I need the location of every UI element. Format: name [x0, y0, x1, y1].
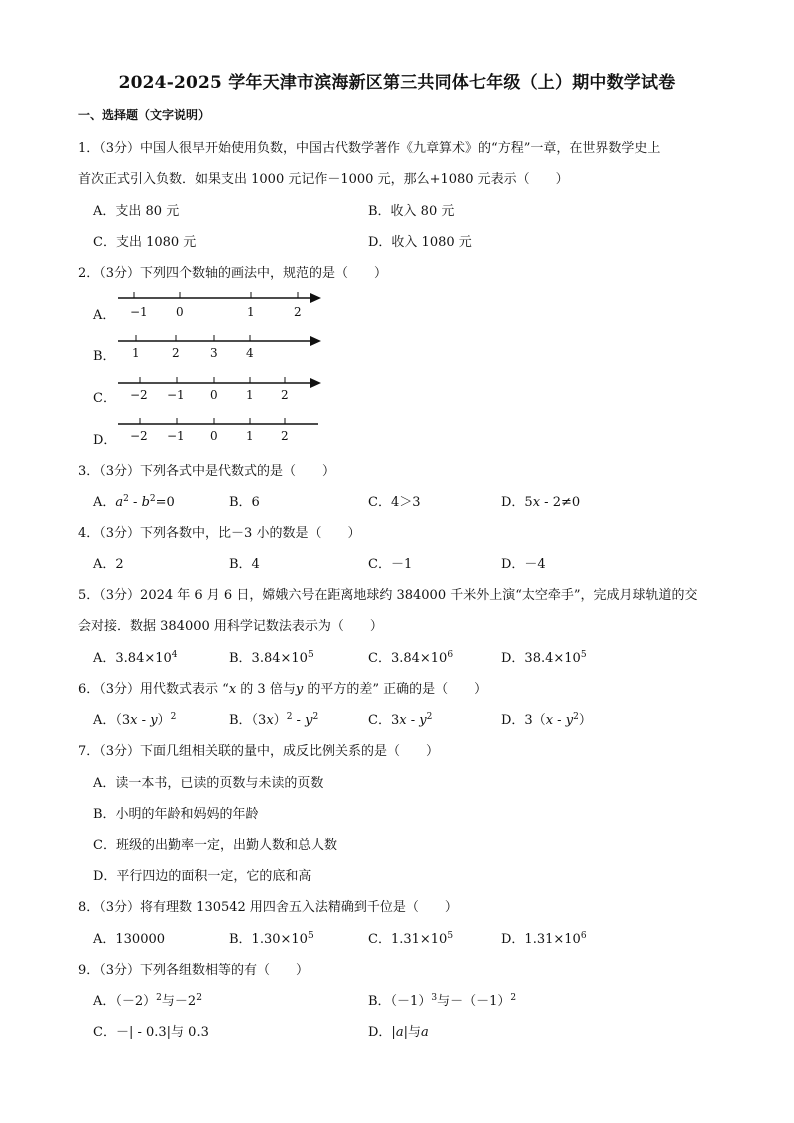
- q6-a-x: x: [130, 713, 138, 728]
- q6-d-part: D．3（: [501, 713, 546, 728]
- q9-d-a: a: [420, 1025, 429, 1040]
- q4-option-a[interactable]: A．2: [93, 557, 124, 572]
- q9-option-b[interactable]: [368, 990, 516, 1009]
- q6-stem-post: 的平方的差” 正确的是（ ）: [303, 682, 488, 697]
- q5-a-exp: 4: [171, 650, 178, 660]
- q9-d-part: D．|: [368, 1025, 396, 1040]
- q5-a-base: A．3.84×10: [93, 651, 172, 666]
- q3-option-c[interactable]: C．4＞3: [368, 495, 421, 510]
- q6-d-exp: 2: [573, 712, 579, 722]
- axis-c-tick-label: 1: [246, 388, 254, 402]
- q6-stem-pre: 6．（3分）用代数式表示 “: [78, 682, 229, 697]
- q2-option-c[interactable]: C．: [93, 391, 116, 406]
- axis-c-tick-label: −1: [167, 388, 185, 402]
- q6-b-part: -: [292, 713, 306, 728]
- q3-a-mid: -: [128, 495, 142, 510]
- q1-option-b[interactable]: B．收入 80 元: [368, 204, 455, 219]
- q6-stem-mid: 的 3 倍与: [236, 682, 296, 697]
- q5-c-base: C．3.84×10: [368, 651, 448, 666]
- page-title: 2024-2025 学年天津市滨海新区第三共同体七年级（上）期中数学试卷: [118, 73, 676, 93]
- q9-b-part: 与－（－1）: [437, 994, 511, 1009]
- q8-d-base: D．1.31×10: [501, 932, 581, 947]
- q5-c-exp: 6: [447, 650, 454, 660]
- axis-b-tick-label: 3: [210, 346, 218, 360]
- q9-d-part: |与: [403, 1025, 421, 1040]
- q7-option-b[interactable]: B．小明的年龄和妈妈的年龄: [93, 807, 259, 822]
- q6-stem-y: y: [295, 682, 304, 697]
- q5-d-exp: 5: [580, 650, 587, 660]
- q8-d-exp: 6: [580, 931, 587, 941]
- q5-option-d[interactable]: [501, 647, 587, 666]
- axis-a-tick-label: 1: [247, 305, 255, 319]
- q8-option-c[interactable]: [368, 928, 453, 947]
- q6-b-y: y: [305, 713, 313, 728]
- axis-d-tick-label: −2: [130, 429, 148, 443]
- q9-b-exp: 2: [510, 993, 517, 1003]
- q2-option-b[interactable]: B．: [93, 349, 116, 364]
- axis-d-tick-label: 2: [281, 429, 289, 443]
- q6-d-part: ）: [578, 713, 592, 728]
- q6-b-part: B．（3: [229, 713, 267, 728]
- q2-option-a[interactable]: A．: [93, 308, 116, 323]
- q6-stem: [78, 678, 487, 697]
- q6-c-y: y: [419, 713, 427, 728]
- q7-stem: 7．（3分）下面几组相关联的量中，成反比例关系的是（ ）: [78, 744, 440, 759]
- q6-option-c[interactable]: [368, 709, 432, 728]
- q8-option-d[interactable]: [501, 928, 587, 947]
- section-heading: 一、选择题（文字说明）: [78, 108, 211, 122]
- q8-option-a[interactable]: A．130000: [93, 932, 166, 947]
- q5-option-a[interactable]: [93, 647, 178, 666]
- q6-option-a[interactable]: [93, 709, 176, 728]
- q9-d-a: a: [395, 1025, 404, 1040]
- q3-a-var-b: b: [141, 495, 150, 510]
- q9-b-exp: 3: [431, 993, 438, 1003]
- q3-option-d[interactable]: [501, 491, 580, 510]
- q5-d-base: D．38.4×10: [501, 651, 581, 666]
- q8-c-base: C．1.31×10: [368, 932, 448, 947]
- axis-a-tick-label: 2: [294, 305, 302, 319]
- q3-d-var-x: x: [532, 495, 541, 510]
- q6-a-part: A．（3: [93, 713, 131, 728]
- q3-a-post: =0: [155, 495, 175, 510]
- q6-c-exp: 2: [426, 712, 433, 722]
- q6-b-part: ）: [273, 713, 287, 728]
- q3-option-b[interactable]: B．6: [229, 495, 260, 510]
- axis-d-tick-label: 0: [210, 429, 218, 443]
- q9-option-d[interactable]: [368, 1021, 429, 1040]
- q6-d-part: -: [553, 713, 566, 728]
- axis-d-tick-label: 1: [246, 429, 254, 443]
- q6-a-exp: 2: [170, 712, 177, 722]
- axis-b-tick-label: 4: [246, 346, 254, 360]
- q6-b-x: x: [266, 713, 274, 728]
- q9-a-part: 与－2: [161, 994, 197, 1009]
- q5-b-exp: 5: [307, 650, 314, 660]
- q2-axis-b: [110, 333, 325, 367]
- q8-b-exp: 5: [307, 931, 314, 941]
- q9-option-c[interactable]: C．－| - 0.3|与 0.3: [93, 1025, 209, 1040]
- q5-stem-line2: 会对接．数据 384000 用科学记数法表示为（ ）: [78, 619, 383, 634]
- axis-c-tick-label: 0: [210, 388, 218, 402]
- q2-axis-c: [110, 375, 325, 409]
- q3-d-post: - 2≠0: [540, 495, 581, 510]
- q3-a-exp: 2: [123, 494, 129, 504]
- axis-b-tick-label: 2: [172, 346, 180, 360]
- q3-stem: 3．（3分）下列各式中是代数式的是（ ）: [78, 464, 336, 479]
- q6-option-b[interactable]: [229, 709, 318, 728]
- axis-d-tick-label: −1: [167, 429, 185, 443]
- q6-b-exp: 2: [286, 712, 293, 722]
- q6-a-y: y: [150, 713, 158, 728]
- q4-option-c[interactable]: C．－1: [368, 557, 413, 572]
- q9-stem: 9．（3分）下列各组数相等的有（ ）: [78, 963, 310, 978]
- q8-b-base: B．1.30×10: [229, 932, 308, 947]
- q2-option-d[interactable]: D．: [93, 433, 117, 448]
- q3-a-prefix: A．: [93, 495, 116, 510]
- q6-a-part: ）: [157, 713, 171, 728]
- q1-option-c[interactable]: C．支出 1080 元: [93, 235, 197, 250]
- q8-c-exp: 5: [447, 931, 454, 941]
- q8-option-b[interactable]: [229, 928, 314, 947]
- axis-a-tick-label: 0: [176, 305, 184, 319]
- q2-axis-d: [110, 416, 325, 450]
- q6-stem-x: x: [228, 682, 237, 697]
- q6-d-y: y: [565, 713, 574, 728]
- q6-c-part: C．3: [368, 713, 400, 728]
- q9-a-part: A．（－2）: [93, 994, 157, 1009]
- q3-d-prefix: D．5: [501, 495, 533, 510]
- q1-option-d[interactable]: D．收入 1080 元: [368, 235, 472, 250]
- q3-option-a[interactable]: [93, 491, 175, 510]
- q1-option-a[interactable]: A．支出 80 元: [93, 204, 180, 219]
- q6-b-exp: 2: [312, 712, 319, 722]
- q5-stem-line1: 5．（3分）2024 年 6 月 6 日，嫦娥六号在距离地球约 384000 千米外上演“太空牵手”，完成月球轨道的交: [78, 588, 698, 603]
- q5-b-base: B．3.84×10: [229, 651, 308, 666]
- axis-c-tick-label: 2: [281, 388, 289, 402]
- q3-a-exp: 2: [149, 494, 156, 504]
- q9-a-exp: 2: [196, 993, 202, 1003]
- q1-stem-line2: 首次正式引入负数．如果支出 1000 元记作－1000 元，那么+1080 元表示（ ）: [78, 172, 569, 187]
- axis-b-tick-label: 1: [132, 346, 140, 360]
- q5-option-c[interactable]: [368, 647, 453, 666]
- q6-c-x: x: [399, 713, 407, 728]
- q9-b-part: B．（－1）: [368, 994, 432, 1009]
- q2-axis-a: [110, 290, 325, 324]
- q7-option-a[interactable]: A．读一本书，已读的页数与未读的页数: [93, 776, 324, 791]
- q5-option-b[interactable]: [229, 647, 314, 666]
- q8-stem: 8．（3分）将有理数 130542 用四舍五入法精确到千位是（ ）: [78, 900, 458, 915]
- q7-option-c[interactable]: C．班级的出勤率一定，出勤人数和总人数: [93, 838, 337, 853]
- q9-a-exp: 2: [156, 993, 162, 1003]
- q6-a-part: -: [137, 713, 151, 728]
- q6-d-x: x: [545, 713, 554, 728]
- q4-stem: 4．（3分）下列各数中，比－3 小的数是（ ）: [78, 526, 361, 541]
- q6-c-part: -: [406, 713, 420, 728]
- q1-stem-line1: 1．（3分）中国人很早开始使用负数，中国古代数学著作《九章算术》的“方程”一章，在世界数学史上: [78, 141, 661, 156]
- q4-option-b[interactable]: B．4: [229, 557, 260, 572]
- q4-option-d[interactable]: D．－4: [501, 557, 546, 572]
- q9-option-a[interactable]: [93, 990, 202, 1009]
- q7-option-d[interactable]: D．平行四边的面积一定，它的底和高: [93, 869, 312, 884]
- axis-c-tick-label: −2: [130, 388, 148, 402]
- q3-a-var-a: a: [115, 495, 124, 510]
- q6-option-d[interactable]: [501, 709, 592, 728]
- axis-a-tick-label: −1: [130, 305, 148, 319]
- q2-stem: 2．（3分）下列四个数轴的画法中，规范的是（ ）: [78, 266, 388, 281]
